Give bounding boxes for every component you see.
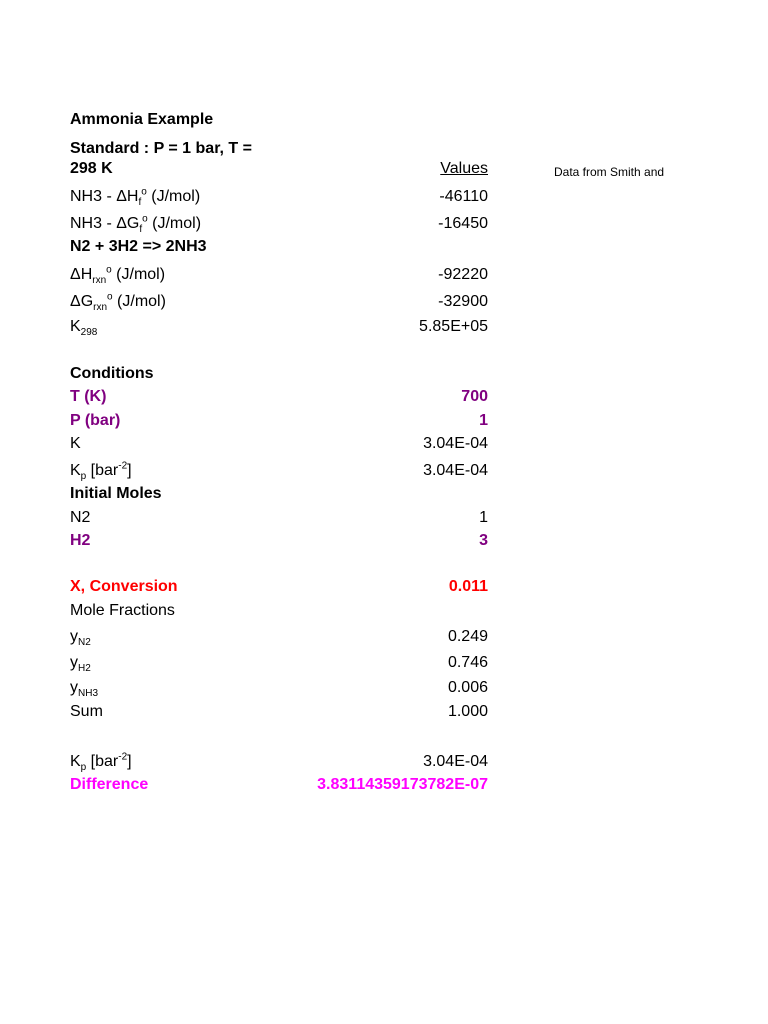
k-value: 3.04E-04 <box>423 435 488 452</box>
sum-row <box>70 701 488 723</box>
yh2-row <box>70 652 488 674</box>
sum-value: 1.000 <box>447 703 488 720</box>
sum-label: Sum <box>70 703 103 720</box>
side-note: Data from Smith and <box>554 165 665 179</box>
page-title: Ammonia Example <box>70 111 214 128</box>
nh3-gf-value: -16450 <box>438 215 488 232</box>
g-rxn-row <box>70 291 488 313</box>
ynh3-row <box>70 677 488 699</box>
difference-value: 3.83114359173782E-07 <box>317 776 488 793</box>
mole-fractions-heading: Mole Fractions <box>70 602 175 619</box>
values-header-row <box>70 158 488 180</box>
pressure-input[interactable]: 1 <box>479 412 488 429</box>
h-rxn-value: -92220 <box>438 266 488 283</box>
reaction-row <box>70 236 488 258</box>
kp1-value: 3.04E-04 <box>423 462 488 479</box>
n2-row <box>70 507 488 529</box>
yn2-value: 0.249 <box>447 628 488 645</box>
title-row <box>70 109 488 131</box>
standard-line2: 298 K <box>70 160 113 177</box>
h-rxn-row <box>70 264 488 286</box>
pressure-row <box>70 410 488 432</box>
temperature-input[interactable]: 700 <box>461 388 488 405</box>
yn2-label: $y_{N2}$ <box>70 628 91 649</box>
k-label: K <box>70 435 81 452</box>
kp2-value: 3.04E-04 <box>423 753 488 770</box>
ynh3-label: $y_{NH3}$ <box>70 679 99 700</box>
initial-moles-row <box>70 483 488 505</box>
values-header: Values <box>440 160 488 177</box>
k298-row <box>70 316 488 338</box>
nh3-hf-row <box>70 186 488 208</box>
difference-row <box>70 774 488 796</box>
temperature-row <box>70 386 488 408</box>
n2-label: N2 <box>70 509 91 526</box>
pressure-label: P (bar) <box>70 412 121 429</box>
yh2-label: $y_{H2}$ <box>70 654 91 675</box>
conditions-row <box>70 363 488 385</box>
temperature-label: T (K) <box>70 388 107 405</box>
h2-row <box>70 530 488 552</box>
kp2-label: $K_p$ [bar$^{-2}$] <box>70 751 132 774</box>
k298-label: $K_{298}$ <box>70 318 98 339</box>
nh3-hf-label: $NH3 - \Delta H_f^o$ (J/mol) <box>70 186 201 209</box>
conditions-heading: Conditions <box>70 365 154 382</box>
h2-label: H2 <box>70 532 91 549</box>
h-rxn-label: $\Delta H_{rxn}^o$ (J/mol) <box>70 264 166 287</box>
k-row <box>70 433 488 455</box>
standard-line1: Standard : P = 1 bar, T = <box>70 140 252 157</box>
kp1-row <box>70 460 488 482</box>
k298-value: 5.85E+05 <box>419 318 488 335</box>
difference-label: Difference <box>70 776 149 793</box>
yh2-value: 0.746 <box>447 654 488 671</box>
nh3-hf-value: -46110 <box>439 188 488 205</box>
conversion-label: X, Conversion <box>70 578 178 595</box>
reaction-equation: N2 + 3H2 => 2NH3 <box>70 238 207 255</box>
initial-moles-heading: Initial Moles <box>70 485 162 502</box>
conversion-row <box>70 576 488 598</box>
kp2-row <box>70 751 488 773</box>
h2-input[interactable]: 3 <box>479 532 488 549</box>
yn2-row <box>70 626 488 648</box>
n2-value: 1 <box>479 509 488 526</box>
kp1-label: $K_p$ [bar$^{-2}$] <box>70 460 132 483</box>
g-rxn-value: -32900 <box>438 293 488 310</box>
ynh3-value: 0.006 <box>447 679 488 696</box>
nh3-gf-label: $NH3 - \Delta G_f^o$ (J/mol) <box>70 213 202 236</box>
conversion-input[interactable]: 0.011 <box>448 578 488 595</box>
g-rxn-label: $\Delta G_{rxn}^o$ (J/mol) <box>70 291 166 314</box>
mole-fractions-row <box>70 600 488 622</box>
nh3-gf-row <box>70 213 488 235</box>
